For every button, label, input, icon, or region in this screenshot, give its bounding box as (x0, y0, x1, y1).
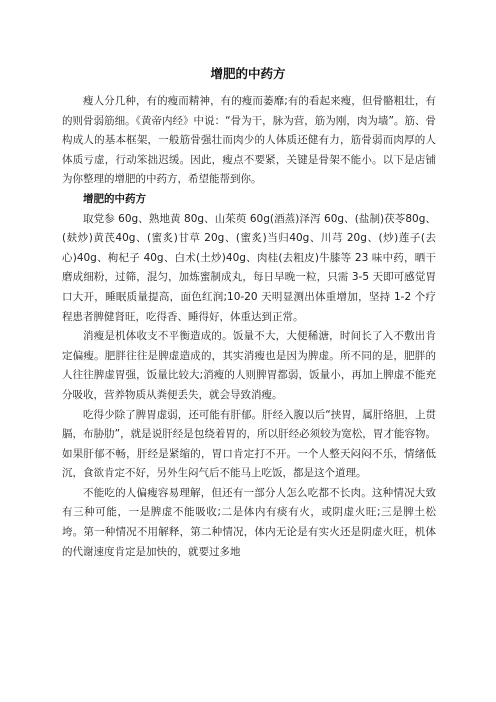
prescription-paragraph: 取党参 60g、熟地黄 80g、山茱萸 60g(酒蒸)泽泻 60g、(盐制)茯苓80g、(麸炒)黄芪40g、(蜜炙)甘草 20g、(蜜炙)当归40g、川芎 20g、(炒)莲子(去心)40g、枸杞子 40g、白术(土炒)40g、肉桂(去粗皮)牛膝等 23 味中药，晒干磨成细粉，过筛，混匀，加炼蜜制成丸，每日早晚一粒，只需 3-5 天即可感觉胃口大开，睡眠质量提高，面色红润;10-20 天明显测出体重增加，坚持 1-2 个疗程患者脾健肾旺，吃得香、睡得好，体重达到正常。 (62, 212, 436, 323)
intro-paragraph: 瘦人分几种，有的瘦而精神，有的瘦而萎靡;有的看起来瘦，但骨骼粗壮，有的则骨弱筋细。《黄帝内经》中说：“骨为干，脉为营，筋为刚，肉为墙”。筋、骨构成人的基本框架，一般筋骨强壮而肉少的人体质还健有力，筋骨弱而肉厚的人体质亏虚，行动笨拙迟缓。因此，瘦点不要紧，关键是骨架不能小。以下是店铺为你整理的增肥的中药方，希望能帮到你。 (62, 95, 436, 186)
body-paragraph: 吃得少除了脾胃虚弱，还可能有肝郁。肝经入腹以后“挟胃，属肝络胆，上贯膈，布胁肋”，就是说肝经是包绕着胃的，所以肝经必须较为宽松，胃才能容物。如果肝郁不畅，肝经是紧缩的，胃口肯定打不开。一个人整天闷闷不乐，情绪低沉，食欲肯定不好，另外生闷气后不能马上吃饭，都是这个道理。 (62, 408, 436, 480)
section-heading: 增肥的中药方 (83, 192, 146, 205)
document-body (62, 92, 436, 562)
body-paragraph: 消瘦是机体收支不平衡造成的。饭量不大，大便稀溏，时间长了入不敷出肯定偏瘦。肥胖往往是脾虚造成的，其实消瘦也是因为脾虚。所不同的是，肥胖的人往往脾虚胃强，饭量比较大;消瘦的人则脾胃都弱，饭量小，再加上脾虚不能充分吸收，营养物质从粪便丢失，就会导致消瘦。 (62, 330, 436, 401)
document-title: 增肥的中药方 (210, 66, 286, 81)
body-paragraph: 不能吃的人偏瘦容易理解，但还有一部分人怎么吃都不长肉。这种情况大致有三种可能，一是脾虚不能吸收;二是体内有痰有火，或阴虚火旺;三是脾土松垮。第一种情况不用解释，第二种情况，体内无论是有实火还是阴虚火旺，机体的代谢速度肯定是加快的，就要过多地 (62, 486, 436, 558)
